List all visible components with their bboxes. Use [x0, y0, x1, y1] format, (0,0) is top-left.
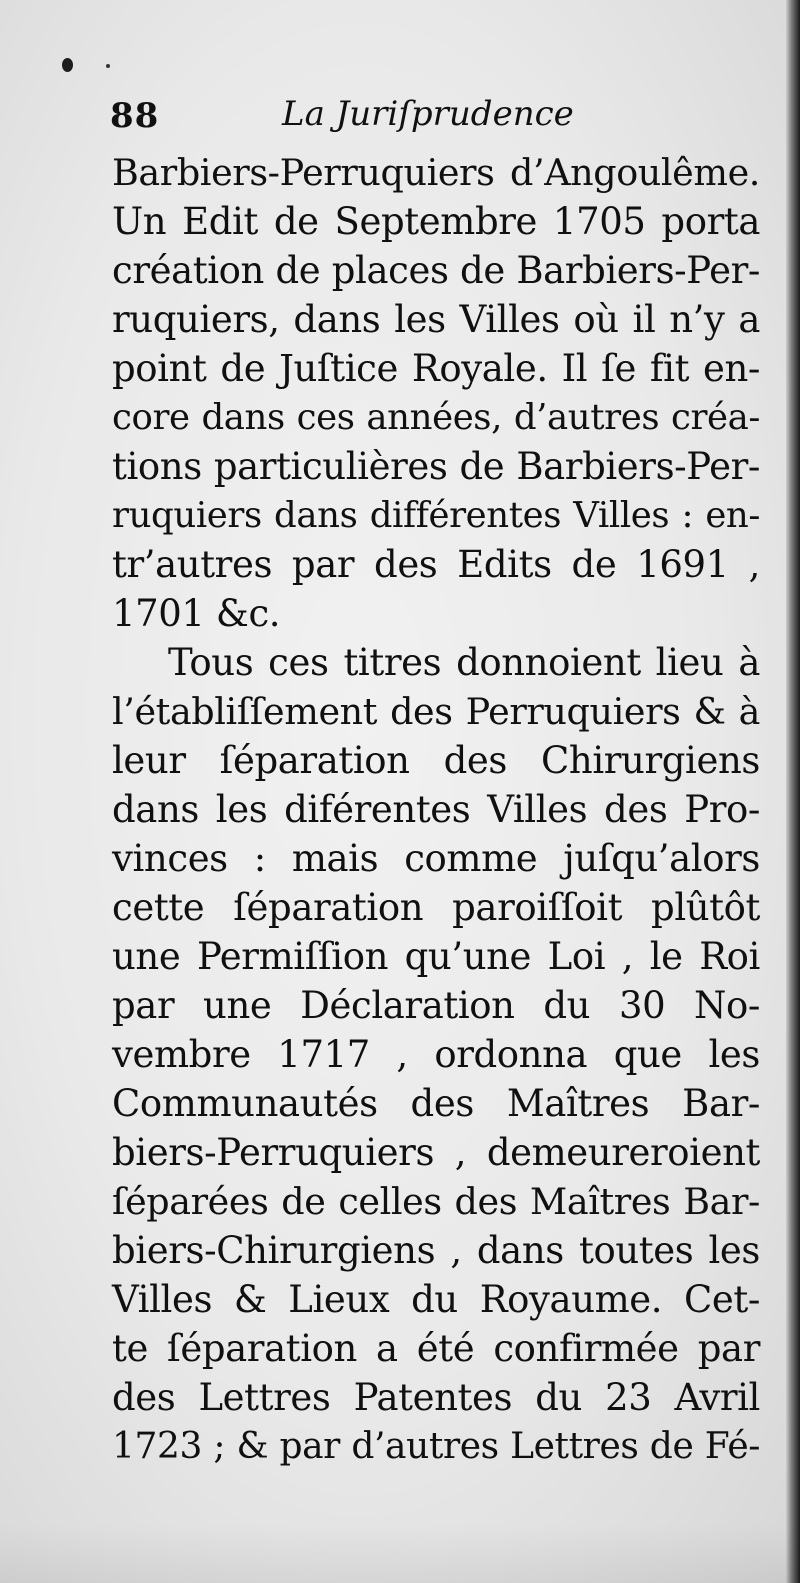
text-line: ruquiers, dans les Villes où il n’y a	[112, 298, 760, 341]
text-line: te ſéparation a été confirmée par	[112, 1327, 760, 1370]
text-line: par une Déclaration du 30 No-	[112, 984, 760, 1027]
page-header	[110, 90, 710, 140]
text-line: ruquiers dans différentes Villes : en-	[112, 495, 760, 536]
text-line: Barbiers-Perruquiers d’Angoulême.	[112, 151, 760, 194]
text-line: l’établiſſement des Perruquiers & à	[112, 690, 760, 733]
text-line: point de Juſtice Royale. Il ſe fit en-	[112, 347, 760, 390]
text-line: ſéparées de celles des Maîtres Bar-	[112, 1180, 760, 1223]
text-line: Un Edit de Septembre 1705 porta	[112, 200, 760, 243]
text-line: 1723 ; & par d’autres Lettres de Fé-	[112, 1426, 760, 1467]
text-line: cette ſéparation paroiſſoit plûtôt	[112, 886, 760, 929]
text-line: création de places de Barbiers-Per-	[112, 249, 760, 292]
text-line: leur ſéparation des Chirurgiens	[112, 739, 760, 782]
text-line: Communautés des Maîtres Bar-	[112, 1082, 760, 1125]
text-line: vembre 1717 , ordonna que les	[112, 1033, 760, 1076]
text-line: des Lettres Patentes du 23 Avril	[112, 1376, 760, 1419]
page-bottom-shade	[0, 1523, 800, 1583]
ink-blot	[62, 58, 73, 72]
text-line: une Permiſſion qu’une Loi , le Roi	[112, 935, 760, 978]
text-line: tions particulières de Barbiers-Per-	[112, 445, 760, 488]
text-line: biers-Perruquiers , demeureroient	[112, 1131, 760, 1174]
text-line: Villes & Lieux du Royaume. Cet-	[112, 1278, 760, 1321]
body-text	[112, 148, 760, 1471]
text-line: vinces : mais comme juſqu’alors	[112, 837, 760, 880]
text-line: core dans ces années, d’autres créa-	[112, 397, 760, 438]
text-line: dans les diférentes Villes des Pro-	[112, 788, 760, 831]
paragraph-first-line: Tous ces titres donnoient lieu à	[168, 641, 760, 684]
text-line: tr’autres par des Edits de 1691 ,	[112, 543, 760, 586]
ink-dot	[106, 64, 110, 68]
running-title: La Juriſprudence	[282, 94, 574, 134]
text-line: 1701 &c.	[112, 592, 281, 635]
page-edge-shadow	[786, 0, 800, 1583]
text-line: biers-Chirurgiens , dans toutes les	[112, 1229, 760, 1272]
page-number: 88	[110, 96, 160, 136]
